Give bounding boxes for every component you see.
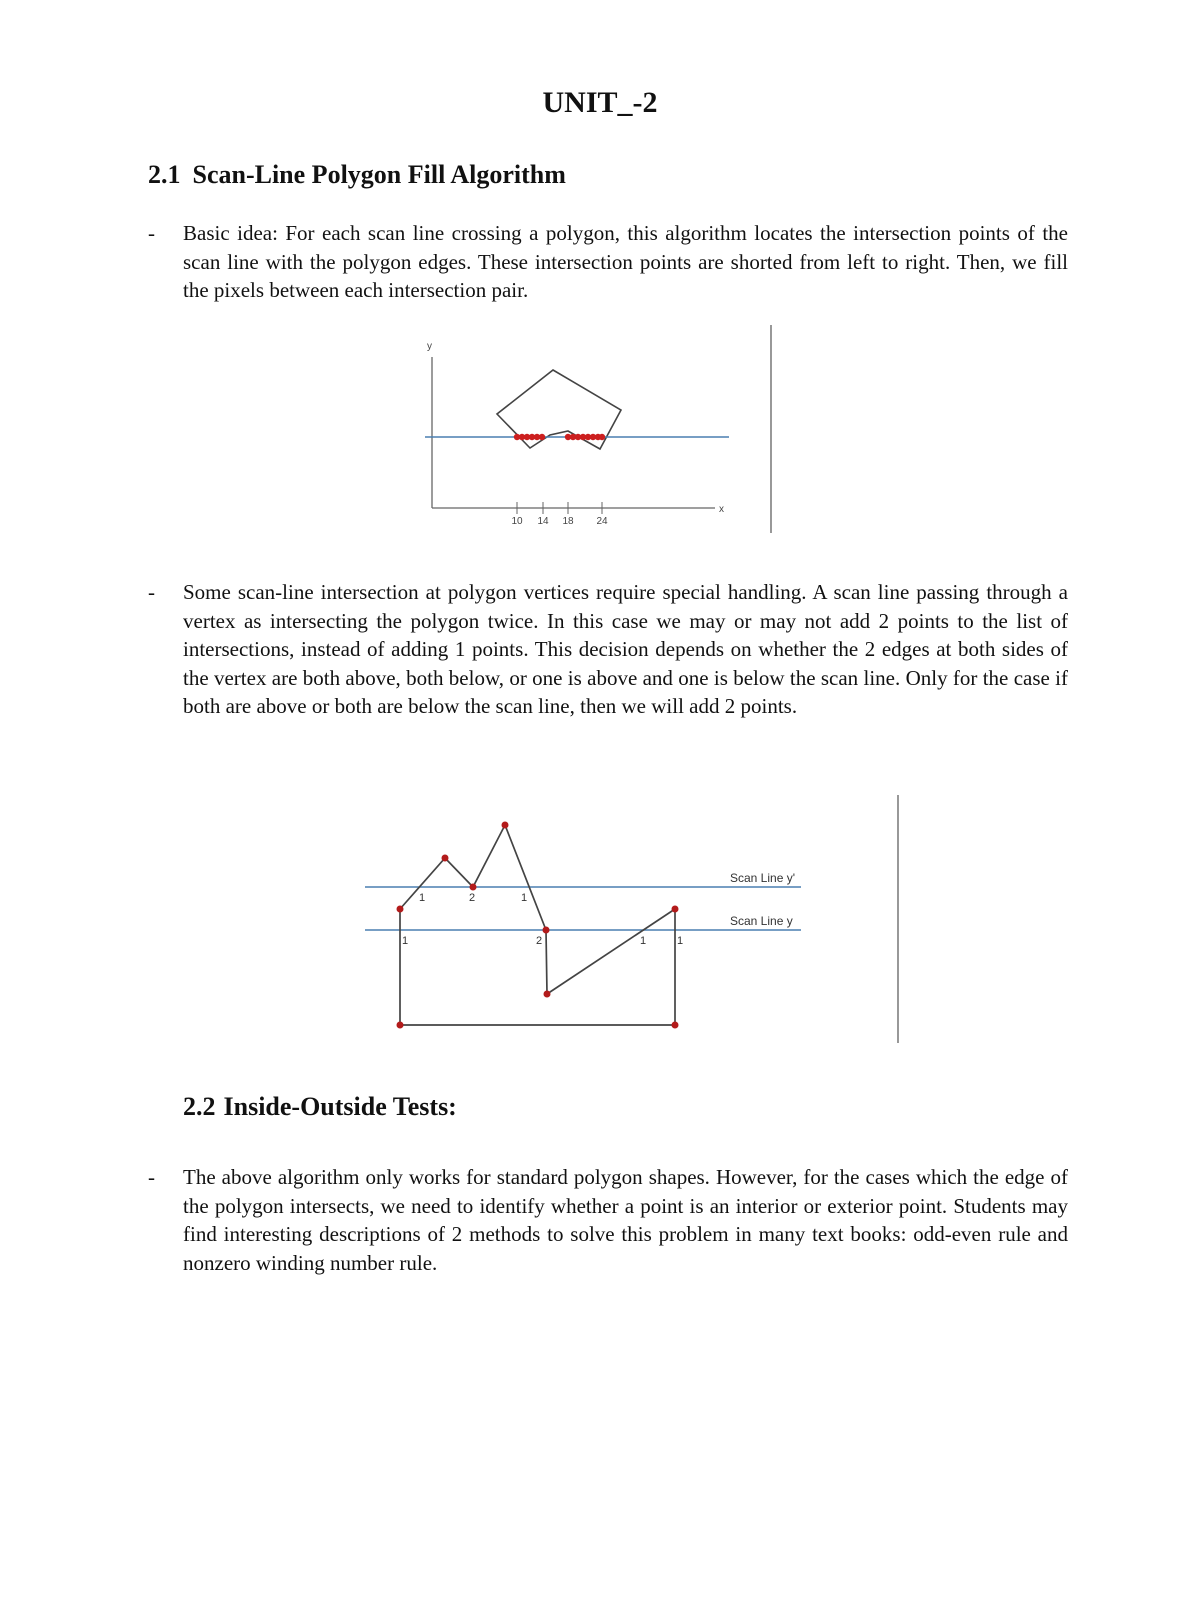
paragraph-text: The above algorithm only works for standard polygon shapes. However, for the cases which the edge of the polygon intersects, we need to identify whether a point is an interior or exterior point. Students may find interesting descriptions of 2 methods to solve this problem in many text books: odd-even rule and nonzero winding number rule. <box>183 1165 1068 1275</box>
section-number: 2.2 <box>183 1092 216 1121</box>
scan-line-y-prime-label: Scan Line y' <box>730 871 795 885</box>
count-label: 1 <box>521 892 528 904</box>
vertex-point <box>442 855 449 862</box>
section-heading-2-1 <box>148 160 566 190</box>
x-tick-label: 24 <box>596 516 608 527</box>
bullet-marker: - <box>148 580 155 604</box>
y-axis-label: y <box>427 341 432 352</box>
count-label: 1 <box>419 892 426 904</box>
x-tick-label: 14 <box>537 516 549 527</box>
figure-vertex-intersections <box>365 795 915 1055</box>
figure-1-svg <box>425 325 805 555</box>
count-label: 1 <box>640 935 647 947</box>
vertex-point <box>397 906 404 913</box>
vertex-point <box>397 1022 404 1029</box>
polygon-vertices <box>397 822 679 1029</box>
vertex-point <box>502 822 509 829</box>
count-label: 2 <box>469 892 476 904</box>
count-label: 1 <box>677 935 684 947</box>
vertex-point <box>543 927 550 934</box>
pixel-point <box>539 434 545 440</box>
scan-line-y-label: Scan Line y <box>730 914 793 928</box>
vertex-point <box>672 906 679 913</box>
count-label: 1 <box>402 935 409 947</box>
paragraph-basic-idea <box>148 219 1068 305</box>
count-label: 2 <box>536 935 543 947</box>
section-heading-2-2 <box>183 1092 457 1122</box>
paragraph-text: Basic idea: For each scan line crossing a polygon, this algorithm locates the intersection points of the scan line with the polygon edges. These intersection points are shorted from left to right. Then, we fill the pixels between each intersection pair. <box>183 221 1068 302</box>
x-tick-label: 18 <box>562 516 574 527</box>
paragraph-text: Some scan-line intersection at polygon vertices require special handling. A scan line passing through a vertex as intersecting the polygon twice. In this case we may or may not add 2 points to the list of intersections, instead of adding 1 points. This decision depends on whether the 2 edges at both sides of the vertex are both above, both below, or one is above and one is below the scan line. Only for the case if both are above or both are below the scan line, then we will add 2 points. <box>183 580 1068 718</box>
x-axis-label: x <box>719 504 724 515</box>
x-tick-label: 10 <box>511 516 523 527</box>
section-title: Inside-Outside Tests: <box>223 1092 457 1121</box>
x-ticks <box>511 502 608 527</box>
pixel-point <box>599 434 605 440</box>
paragraph-inside-outside <box>148 1163 1068 1277</box>
vertex-point <box>672 1022 679 1029</box>
unit-title: UNIT_-2 <box>542 86 658 119</box>
paragraph-vertex-handling <box>148 578 1068 721</box>
bullet-marker: - <box>148 221 155 245</box>
section-number: 2.1 <box>148 160 181 189</box>
figure-scan-line-intersections <box>425 325 805 555</box>
figure-2-svg <box>365 795 915 1055</box>
vertex-point <box>544 991 551 998</box>
bullet-marker: - <box>148 1165 155 1189</box>
section-title: Scan-Line Polygon Fill Algorithm <box>192 160 566 189</box>
vertex-point <box>470 884 477 891</box>
polygon <box>400 825 675 1025</box>
